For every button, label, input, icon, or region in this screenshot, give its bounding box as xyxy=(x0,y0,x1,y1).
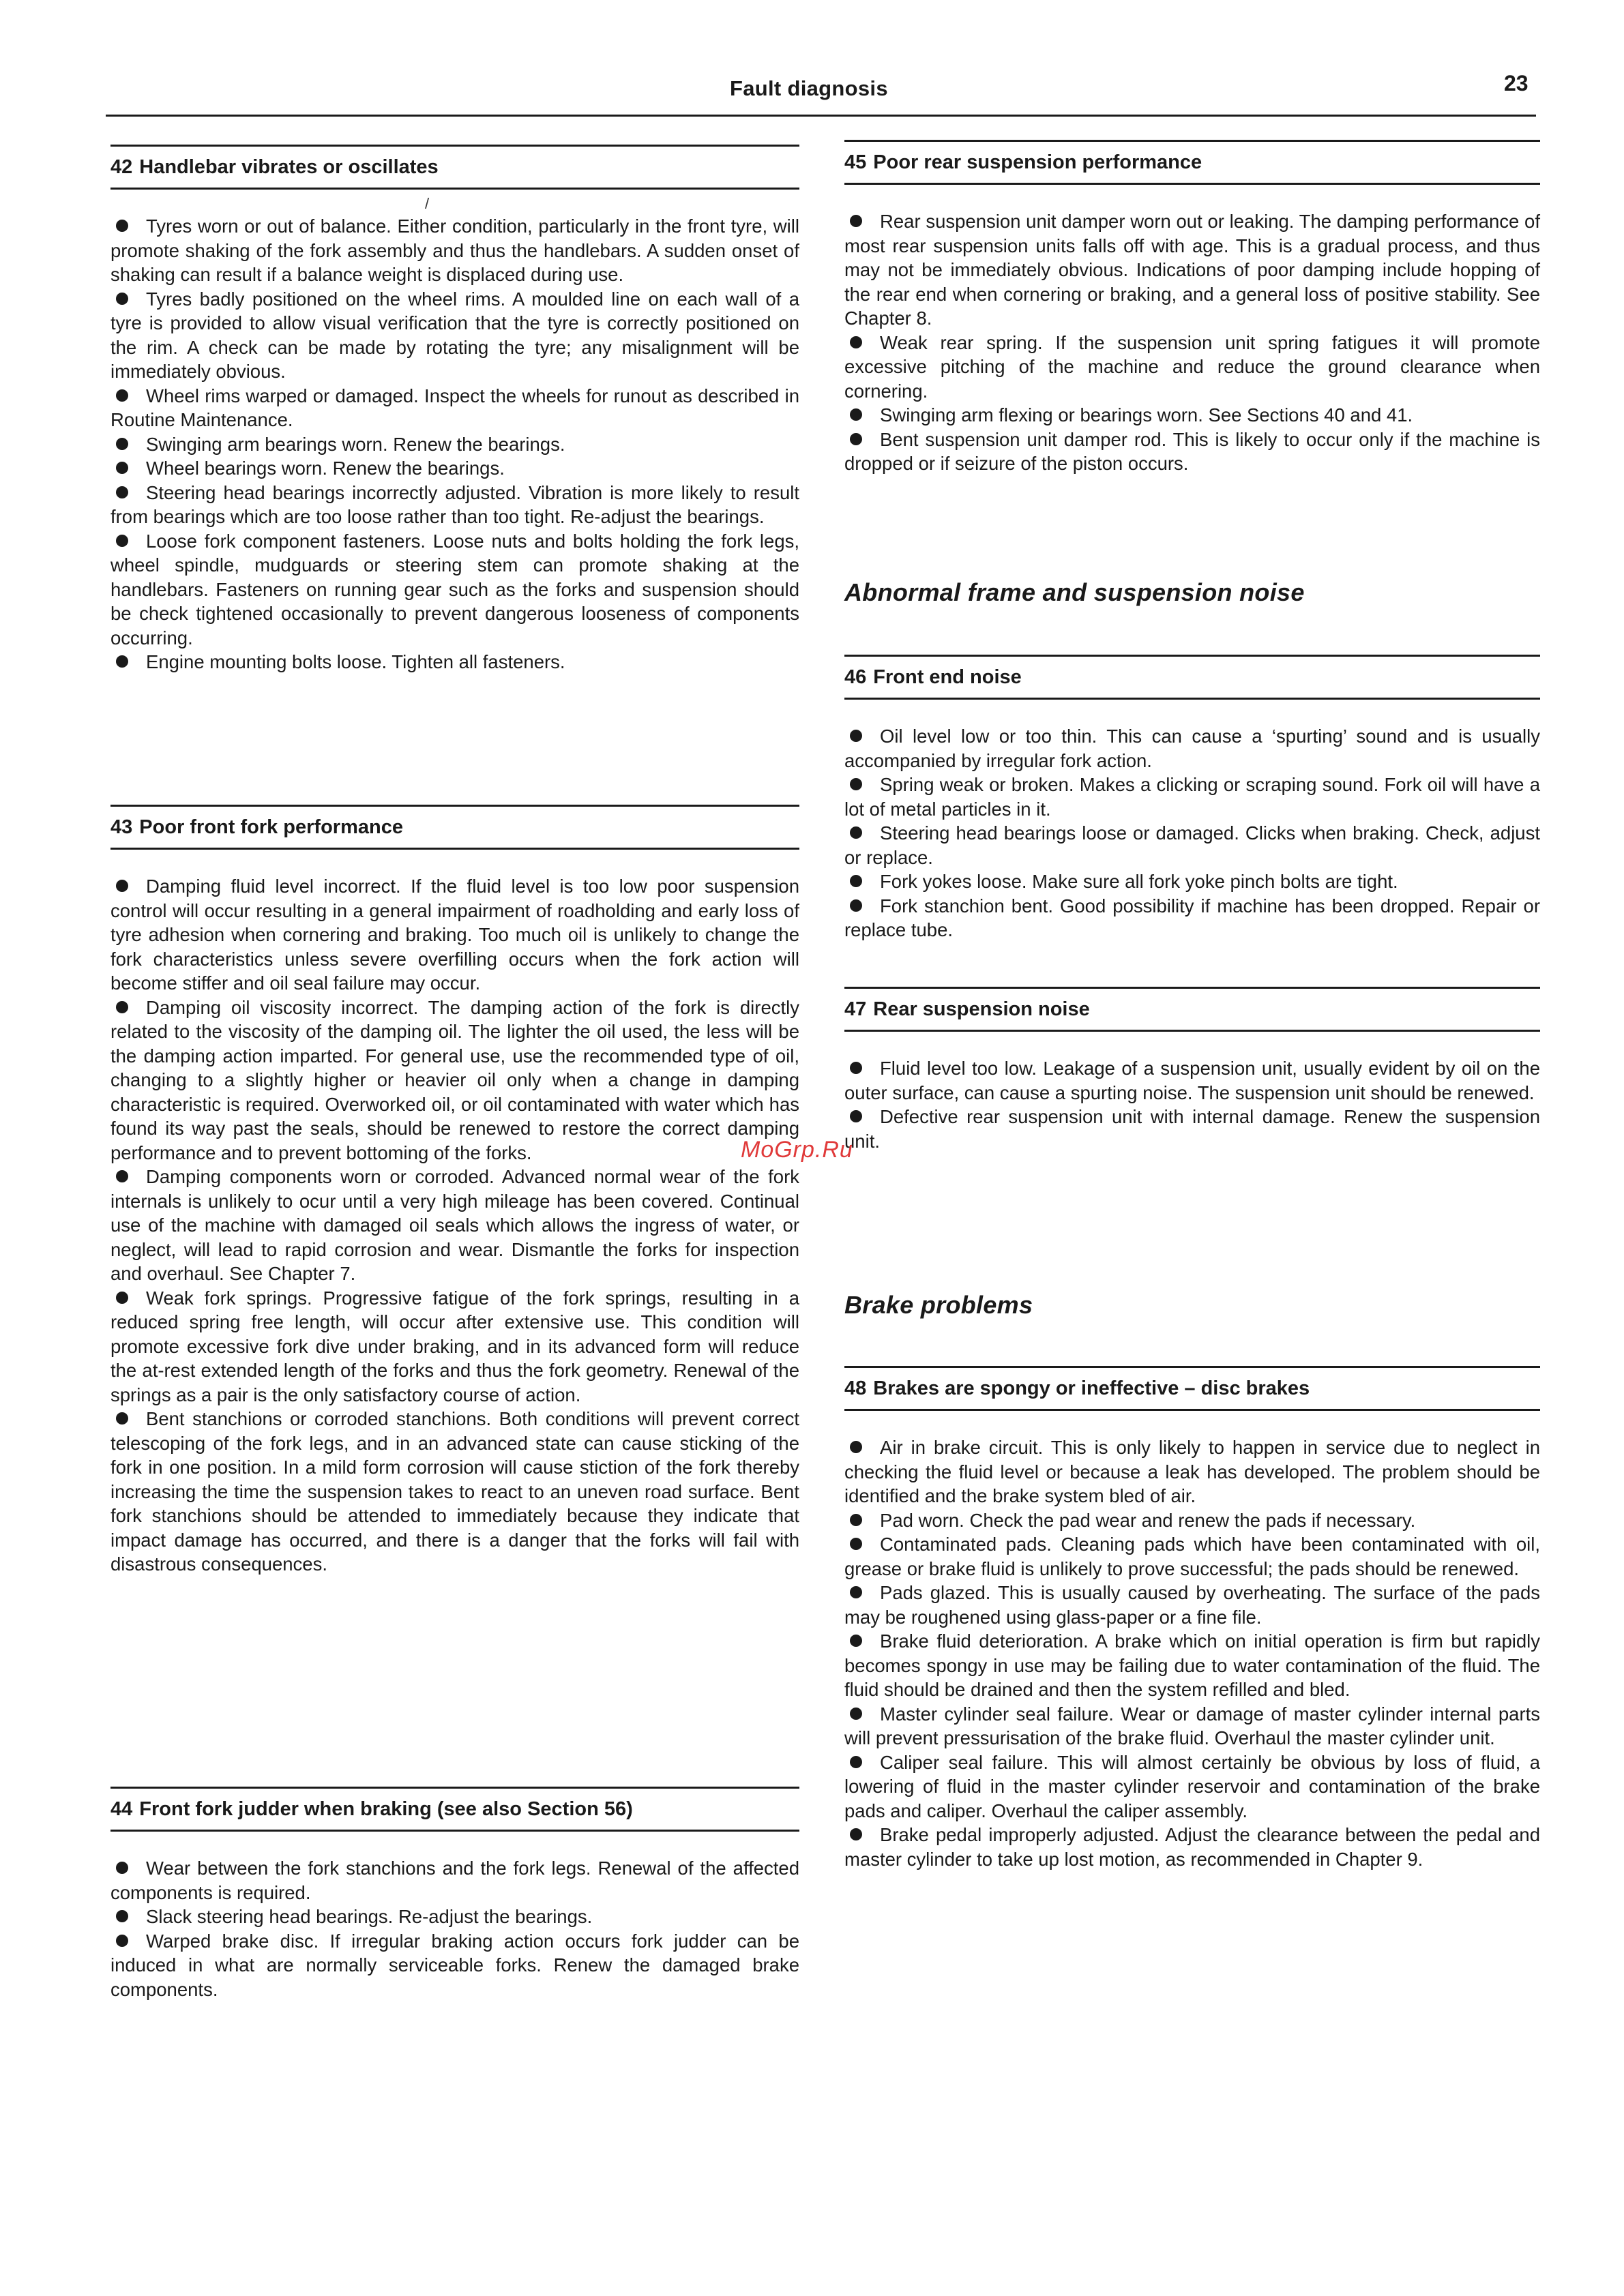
bullet-icon xyxy=(116,1001,128,1013)
bullet-icon xyxy=(850,899,862,912)
bullet-icon xyxy=(116,1935,128,1947)
list-item: Steering head bearings loose or damaged. Clicks when braking. Check, adjust or replace. xyxy=(844,822,1540,868)
bullet-icon xyxy=(116,293,128,305)
section-title: Front end noise xyxy=(873,666,1022,688)
list-item: Loose fork component fasteners. Loose nuts and bolts holding the fork legs, wheel spindle, mudguards or steering stem can promote shaking at the handlebars. Fasteners on running gear such as the forks and suspension should be check tightened occasionally to prevent dangerous looseness of components occurring. xyxy=(110,530,799,648)
bullet-icon xyxy=(116,389,128,402)
list-item: Fork yokes loose. Make sure all fork yoke pinch bolts are tight. xyxy=(844,869,1540,894)
section-title: Rear suspension noise xyxy=(873,998,1090,1020)
bullet-icon xyxy=(850,1538,862,1550)
section-title: Handlebar vibrates or oscillates xyxy=(139,156,439,178)
bullet-icon xyxy=(850,1586,862,1598)
bullet-icon xyxy=(116,655,128,668)
section-number: 47 xyxy=(844,998,867,1020)
bullet-icon xyxy=(116,1412,128,1425)
section-number: 46 xyxy=(844,666,867,688)
section-heading xyxy=(110,805,799,850)
list-item: Wheel bearings worn. Renew the bearings. xyxy=(110,456,799,481)
bullet-icon xyxy=(116,220,128,232)
list-item: Oil level low or too thin. This can cause a ‘spurting’ sound and is usually accompanied by irregular fork action. xyxy=(844,726,1540,771)
section-46 xyxy=(844,655,1540,942)
list-item: Weak fork springs. Progressive fatigue of the fork springs, resulting in a reduced spring free length, will occur after extensive use. This condition will promote excessive fork dive under braking, and in its advanced form will reduce the at-rest extended length of the forks and thus the fork geometry. Renewal of the springs as a pair is the only satisfactory course of action. xyxy=(110,1287,799,1405)
list-item: Contaminated pads. Cleaning pads which have been contaminated with oil, grease or brake fluid is unlikely to prove successful; the pads should be renewed. xyxy=(844,1534,1540,1579)
list-item: Steering head bearings incorrectly adjusted. Vibration is more likely to result from bearings which are too loose rather than too tight. Re-adjust the bearings. xyxy=(110,481,799,527)
list-item: Warped brake disc. If irregular braking action occurs fork judder can be induced in what are normally serviceable forks. Renew the damaged brake components. xyxy=(110,1930,799,2000)
section-number: 42 xyxy=(110,156,133,178)
list-item: Wear between the fork stanchions and the fork legs. Renewal of the affected components is required. xyxy=(110,1858,799,1903)
bullet-icon xyxy=(850,1062,862,1074)
bullet-icon xyxy=(850,730,862,742)
list-item: Weak rear spring. If the suspension unit spring fatigues it will promote excessive pitching of the machine and reduce the ground clearance when cornering. xyxy=(844,331,1540,402)
bullet-icon xyxy=(850,433,862,445)
list-item: Spring weak or broken. Makes a clicking or scraping sound. Fork oil will have a lot of metal particles in it. xyxy=(844,774,1540,820)
section-heading xyxy=(844,987,1540,1032)
bullet-icon xyxy=(116,1170,128,1182)
page-number: 23 xyxy=(1504,71,1529,95)
section-heading xyxy=(844,140,1540,185)
bullet-icon xyxy=(850,1828,862,1840)
list-item: Tyres worn or out of balance. Either condition, particularly in the front tyre, will promote shaking of the fork assembly and thus the handlebars. A sudden onset of shaking can result if a balance weight is displaced during use. xyxy=(110,215,799,285)
bullet-icon xyxy=(116,535,128,547)
list-item: Swinging arm flexing or bearings worn. See Sections 40 and 41. xyxy=(844,403,1540,428)
list-item: Pad worn. Check the pad wear and renew the pads if necessary. xyxy=(844,1508,1540,1533)
list-item: Tyres badly positioned on the wheel rims. A moulded line on each wall of a tyre is provided to allow visual verification that the tyre is correctly positioned on the rim. A check can be made by rotating the tyre; any misalignment will be immediately obvious. xyxy=(110,288,799,382)
bullet-icon xyxy=(116,1910,128,1922)
list-item: Master cylinder seal failure. Wear or damage of master cylinder internal parts will prevent pressurisation of the brake fluid. Overhaul the master cylinder unit. xyxy=(844,1703,1540,1748)
list-item: Fork stanchion bent. Good possibility if machine has been dropped. Repair or replace tube. xyxy=(844,895,1540,940)
list-item: Rear suspension unit damper worn out or leaking. The damping performance of most rear suspension units falls off with age. This is a gradual process, and thus may not be immediately obvious. Indications of poor damping include hopping of the rear end when cornering or braking, and a general loss of positive stability. See Chapter 8. xyxy=(844,211,1540,329)
bullet-icon xyxy=(850,336,862,348)
section-47 xyxy=(844,987,1540,1153)
bullet-icon xyxy=(850,408,862,421)
section-48 xyxy=(844,1366,1540,1871)
list-item: Defective rear suspension unit with internal damage. Renew the suspension unit. xyxy=(844,1106,1540,1152)
list-item: Bent stanchions or corroded stanchions. Both conditions will prevent correct telescoping of the fork legs, and in an advanced state can cause sticking of the fork in one position. In a mild form corrosion will cause stiction of the fork thereby increasing the time the suspension takes to react to an uneven road surface. Bent fork stanchions should be attended to immediately because they indicate that impact damage has occurred, and there is a danger that the forks will fail with disastrous consequences. xyxy=(110,1408,799,1575)
section-title: Brakes are spongy or ineffective – disc brakes xyxy=(873,1377,1310,1399)
bullet-icon xyxy=(116,438,128,450)
bullet-icon xyxy=(116,1292,128,1304)
bullet-icon xyxy=(850,1441,862,1453)
group-title-brake: Brake problems xyxy=(844,1291,1033,1319)
bullet-icon xyxy=(850,1708,862,1720)
list-item: Damping fluid level incorrect. If the fluid level is too low poor suspension control will occur resulting in a general impairment of roadholding and early loss of tyre adhesion when cornering and braking. Too much oil is unlikely to change the fork characteristics unless severe overfilling occurs when the fork action will become stiffer and oil seal failure may occur. xyxy=(110,876,799,994)
list-item: Bent suspension unit damper rod. This is likely to occur only if the machine is dropped or if seizure of the piston occurs. xyxy=(844,428,1540,474)
bullet-icon xyxy=(116,1862,128,1874)
bullet-icon xyxy=(116,880,128,892)
section-44 xyxy=(110,1787,799,2001)
list-item: Damping components worn or corroded. Advanced normal wear of the fork internals is unlikely to ocur until a very high mileage has been covered. Continual use of the machine with damaged oil seals which allows the ingress of water, or neglect, will lead to rapid corrosion and wear. Dismantle the forks for inspection and overhaul. See Chapter 7. xyxy=(110,1166,799,1284)
list-item: Pads glazed. This is usually caused by overheating. The surface of the pads may be roughened using glass-paper or a fine file. xyxy=(844,1582,1540,1628)
section-number: 48 xyxy=(844,1377,867,1399)
bullet-icon xyxy=(116,462,128,474)
section-43 xyxy=(110,805,799,1577)
bullet-icon xyxy=(850,1756,862,1768)
section-title: Poor rear suspension performance xyxy=(873,151,1202,173)
bullet-icon xyxy=(850,826,862,839)
bullet-icon xyxy=(850,1635,862,1647)
bullet-icon xyxy=(116,486,128,498)
section-number: 45 xyxy=(844,151,867,173)
list-item: Brake pedal improperly adjusted. Adjust the clearance between the pedal and master cylinder to take up lost motion, as recommended in Chapter 9. xyxy=(844,1824,1540,1870)
watermark: MoGrp.Ru xyxy=(741,1137,853,1163)
section-heading xyxy=(110,1787,799,1832)
section-heading xyxy=(110,145,799,190)
group-title-noise: Abnormal frame and suspension noise xyxy=(844,578,1305,606)
list-item: Slack steering head bearings. Re-adjust the bearings. xyxy=(110,1905,799,1929)
list-item: Caliper seal failure. This will almost certainly be obvious by loss of fluid, a lowering of fluid in the master cylinder reservoir and contamination of the brake pads and caliper. Overhaul the caliper assembly. xyxy=(844,1751,1540,1821)
bullet-icon xyxy=(850,1514,862,1526)
bullet-icon xyxy=(850,875,862,887)
bullet-icon xyxy=(850,1110,862,1122)
list-item: Damping oil viscosity incorrect. The damping action of the fork is directly related to the viscosity of the damping oil. The lighter the oil used, the less will be the damping action imparted. For general use, use the recommended type of oil, changing to a slightly higher or heavier oil only when a change in damping characteristic is required. Overworked oil, or oil contaminated with water which has found its way past the seals, should be renewed to restore the correct damping performance and to prevent bottoming of the forks. xyxy=(110,996,799,1163)
section-title: Poor front fork performance xyxy=(139,816,403,838)
section-45 xyxy=(844,140,1540,476)
stray-pen-mark: / xyxy=(425,195,430,212)
section-heading xyxy=(844,655,1540,700)
list-item: Brake fluid deterioration. A brake which on initial operation is firm but rapidly becomes spongy in use may be failing due to water contamination of the fluid. The fluid should be drained and then the system refilled and bled. xyxy=(844,1630,1540,1700)
section-42 xyxy=(110,145,799,674)
section-title: Front fork judder when braking (see also Section 56) xyxy=(139,1798,633,1820)
list-item: Engine mounting bolts loose. Tighten all fasteners. xyxy=(110,650,799,674)
bullet-icon xyxy=(850,778,862,790)
running-header-title: Fault diagnosis xyxy=(730,76,888,100)
section-heading xyxy=(844,1366,1540,1411)
bullet-icon xyxy=(850,215,862,227)
list-item: Fluid level too low. Leakage of a suspension unit, usually evident by oil on the outer surface, can cause a spurting noise. The suspension unit should be renewed. xyxy=(844,1058,1540,1103)
list-item: Swinging arm bearings worn. Renew the bearings. xyxy=(110,432,799,457)
list-item: Air in brake circuit. This is only likely to happen in service due to neglect in checking the fluid level or because a leak has developed. The problem should be identified and the brake system bled of air. xyxy=(844,1437,1540,1506)
list-item: Wheel rims warped or damaged. Inspect the wheels for runout as described in Routine Maintenance. xyxy=(110,385,799,430)
section-number: 44 xyxy=(110,1798,133,1820)
section-number: 43 xyxy=(110,816,133,838)
header-rule xyxy=(106,115,1536,117)
